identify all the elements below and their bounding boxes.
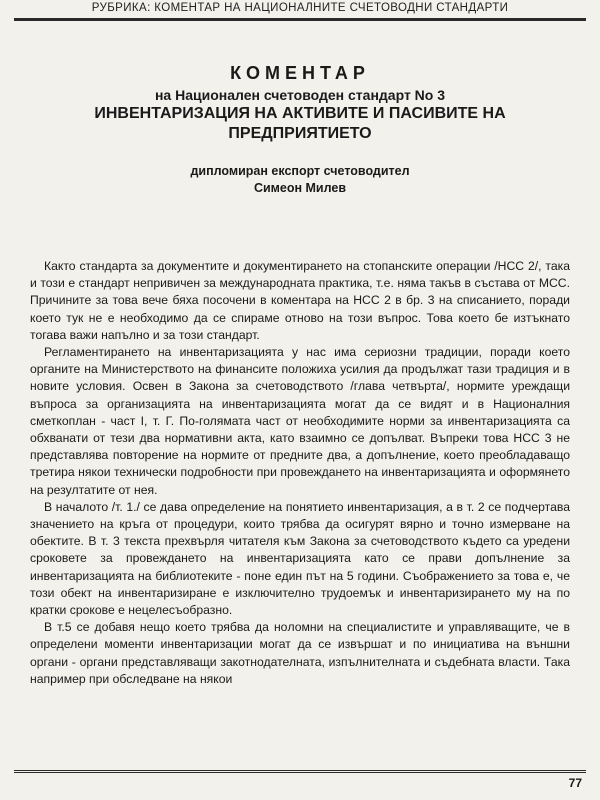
rubric-header: РУБРИКА: КОМЕНТАР НА НАЦИОНАЛНИТЕ СЧЕТОВОДНИ СТАНДАРТИ — [91, 2, 509, 14]
paragraph: В началото /т. 1./ се дава определение на понятието инвентаризация, а в т. 2 се подчертава значението на кръга от процедури, които трябва да осигурят вярно и точно измерване на обектите. В т. 3 текста прехвърля читателя към Закона за счетоводството където са уредени сроковете за провеждането на инвентаризацията като се прави допълнение за инвентаризацията на библиотеките - поне един път на 5 години. Съображението за това е, че този обект на инвентаризиране е изключително трудоемък и инвентаризирането му на по кратки срокове е нецелесъобразно. — [30, 499, 570, 618]
title-line-2: ПРЕДПРИЯТИЕТО — [228, 125, 372, 142]
title-block — [30, 62, 570, 144]
title-subtitle: на Национален счетоводен стандарт No 3 — [154, 87, 446, 103]
article-body — [30, 258, 570, 688]
page-number: 77 — [568, 776, 582, 790]
header-divider — [14, 18, 586, 21]
paragraph: В т.5 се добавя нещо което трябва да нoломни на специалистите и управляващите, че в определени моменти инвентаризации могат да се извършат и по инициатива на външни органи - органи представляващи закотнодателната, изпълнителната и съдебната власти. Така например при обследване на някои — [30, 620, 570, 686]
paragraph: Регламентирането на инвентаризацията у нас има сериозни традиции, поради което органите на Министерството на финансите положиха усилия да продължат тази традиция и в новите условия. Освен в Закона за счетоводството /глава четвърта/, нормите уреждащи въпроса за организацията на инвентаризацията могат да се видят и в Националния сметкоплан - част I, т. Г. По-голямата част от необходимите норми за инвентаризацията са обхванати от тези два нормативни акта, като взаимно се допълват. Въпреки това НСС 3 не представлява повторение на нормите от предните два, а допълнение, което преобладаващо третира някои технически подробности при провеждането на инвентаризацията и оформянето на резултатите от нея. — [30, 345, 570, 497]
title-line-1: ИНВЕНТАРИЗАЦИЯ НА АКТИВИТЕ И ПАСИВИТЕ НА — [94, 105, 506, 122]
footer-divider — [14, 770, 586, 773]
author-name: Симеон Милев — [253, 181, 347, 195]
paragraph: Както стандарта за документите и документирането на стопанските операции /НСС 2/, така и този е стандарт непривичен за международната практика, т.е. няма такъв в състава от МСС. Причините за това вече бяха посочени в коментара на НСС 2 в бр. 3 на списанието, поради което тук не е необходимо да се спираме отново на този въпрос. Това което бе изтъкнато тогава важи напълно и за този стандарт. — [30, 259, 570, 342]
author-role: дипломиран експорт счетоводител — [190, 164, 410, 178]
author-block — [30, 163, 570, 197]
title-main: КОМЕНТАР — [230, 63, 370, 83]
